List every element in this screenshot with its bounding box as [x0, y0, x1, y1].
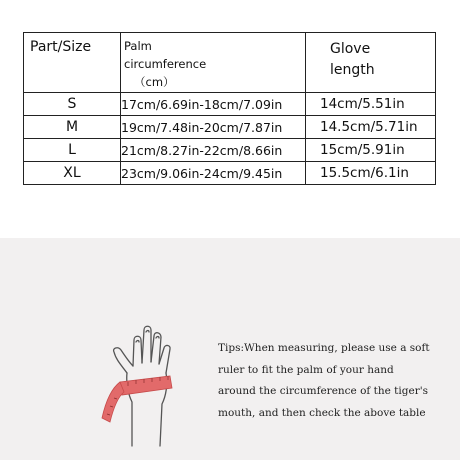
header-palm-circumference: [121, 33, 306, 93]
table-row: [24, 139, 436, 162]
size-chart-table: [23, 32, 436, 185]
header-palm-line1: Palm: [124, 39, 152, 53]
header-glove-line2: length: [330, 62, 375, 78]
size-cell: S: [24, 93, 121, 116]
glove-cell: 14.5cm/5.71in: [306, 116, 436, 139]
table-row: [24, 162, 436, 185]
size-cell: L: [24, 139, 121, 162]
table-row: [24, 93, 436, 116]
size-cell: XL: [24, 162, 121, 185]
glove-cell: 15cm/5.91in: [306, 139, 436, 162]
header-palm-line2: circumference: [124, 57, 207, 71]
palm-cell: 21cm/8.27in-22cm/8.66in: [121, 139, 306, 162]
header-part-size: Part/Size: [24, 33, 121, 93]
tips-line: around the circumference of the tiger's: [218, 385, 428, 397]
measuring-tips-text: [218, 338, 450, 424]
size-cell: M: [24, 116, 121, 139]
table-row: [24, 116, 436, 139]
glove-cell: 14cm/5.51in: [306, 93, 436, 116]
header-glove-line1: Glove: [330, 41, 371, 57]
hand-measuring-icon: [92, 318, 212, 448]
glove-cell: 15.5cm/6.1in: [306, 162, 436, 185]
table-header-row: [24, 33, 436, 93]
palm-cell: 17cm/6.69in-18cm/7.09in: [121, 93, 306, 116]
tips-line: ruler to fit the palm of your hand: [218, 363, 394, 376]
header-glove-length: [306, 33, 436, 93]
palm-cell: 23cm/9.06in-24cm/9.45in: [121, 162, 306, 185]
tips-line: Tips:When measuring, please use a soft: [218, 342, 430, 354]
tips-line: mouth, and then check the above table: [218, 406, 426, 419]
header-palm-unit: （cm）: [134, 75, 175, 89]
palm-cell: 19cm/7.48in-20cm/7.87in: [121, 116, 306, 139]
